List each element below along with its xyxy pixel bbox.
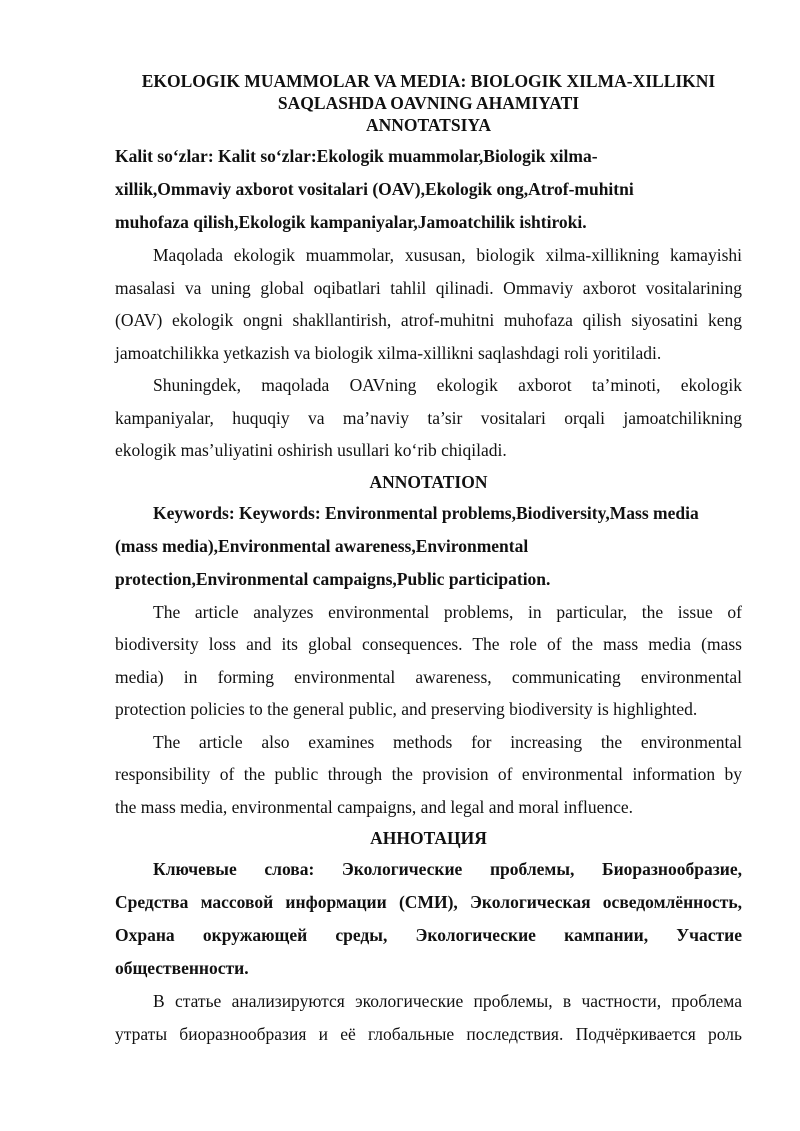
keywords-uz [115, 140, 742, 239]
abstract-en-paragraph-1 [115, 596, 742, 726]
keywords-uz-line: Kalit so‘zlar: Kalit so‘zlar:Ekologik muammolar,Biologik xilma- [115, 146, 598, 166]
text-line: biodiversity loss and its global consequences. The role of the mass media (mass [115, 634, 742, 654]
keywords-en [115, 497, 742, 596]
text-line: Maqolada ekologik muammolar, xususan, biologik xilma-xillikning kamayishi [153, 245, 742, 265]
keywords-ru [115, 853, 742, 985]
abstract-uz-paragraph-1 [115, 239, 742, 369]
text-line: ekologik mas’uliyatini oshirish usullari ko‘rib chiqiladi. [115, 440, 507, 460]
text-line: The article also examines methods for increasing the environmental [153, 731, 742, 752]
abstract-en-paragraph-2 [115, 726, 742, 824]
keywords-ru-line: Ключевые слова: Экологические проблемы, Биоразнообразие, [153, 859, 742, 879]
annotation-heading-uz: ANNOTATSIYA [365, 115, 492, 135]
keywords-ru-line: общественности. [115, 958, 249, 978]
keywords-ru-line: Охрана окружающей среды, Экологические кампании, Участие [115, 925, 742, 945]
abstract-uz-paragraph-2 [115, 369, 742, 467]
keywords-uz-line: xillik,Ommaviy axborot vositalari (OAV),Ekologik ong,Atrof-muhitni [115, 179, 634, 199]
keywords-ru-line: Средства массовой информации (СМИ), Экологическая осведомлённость, [115, 892, 742, 912]
text-line: the mass media, environmental campaigns, and legal and moral influence. [115, 796, 634, 817]
annotation-heading-ru: АННОТАЦИЯ [370, 828, 487, 848]
text-line: Shuningdek, maqolada OAVning ekologik axborot ta’minoti, ekologik [153, 375, 742, 395]
text-line: media) in forming environmental awareness, communicating environmental [115, 666, 742, 687]
abstract-ru-paragraph-1 [115, 985, 742, 1050]
document-title [115, 70, 742, 136]
keywords-en-line: Keywords: Keywords: Environmental problems,Biodiversity,Mass media [153, 502, 699, 523]
text-line: kampaniyalar, huquqiy va ma’naviy ta’sir vositalari orqali jamoatchilikning [115, 407, 742, 428]
text-line: protection policies to the general public, and preserving biodiversity is highlighted. [115, 699, 698, 719]
text-line: В статье анализируются экологические проблемы, в частности, проблема [153, 991, 742, 1011]
text-line: (OAV) ekologik ongni shakllantirish, atrof-muhitni muhofaza qilish siyosatini keng [115, 310, 742, 330]
keywords-uz-line: muhofaza qilish,Ekologik kampaniyalar,Jamoatchilik ishtiroki. [115, 212, 587, 232]
keywords-en-line: protection,Environmental campaigns,Public participation. [115, 568, 551, 589]
title-line-2: SAQLASHDA OAVNING AHAMIYATI [277, 93, 580, 113]
text-line: responsibility of the public through the provision of environmental information by [115, 764, 742, 784]
text-line: утраты биоразнообразия и её глобальные последствия. Подчёркивается роль [115, 1023, 742, 1044]
text-line: jamoatchilikka yetkazish va biologik xilma-xillikni saqlashdagi roli yoritiladi. [115, 342, 662, 363]
annotation-heading-en: ANNOTATION [369, 471, 488, 492]
text-line: The article analyzes environmental problems, in particular, the issue of [153, 601, 742, 622]
text-line: masalasi va uning global oqibatlari tahlil qilinadi. Ommaviy axborot vositalarining [115, 277, 742, 298]
keywords-en-line: (mass media),Environmental awareness,Environmental [115, 535, 529, 556]
title-line-1: EKOLOGIK MUAMMOLAR VA MEDIA: BIOLOGIK XILMA-XILLIKNI [141, 71, 716, 91]
